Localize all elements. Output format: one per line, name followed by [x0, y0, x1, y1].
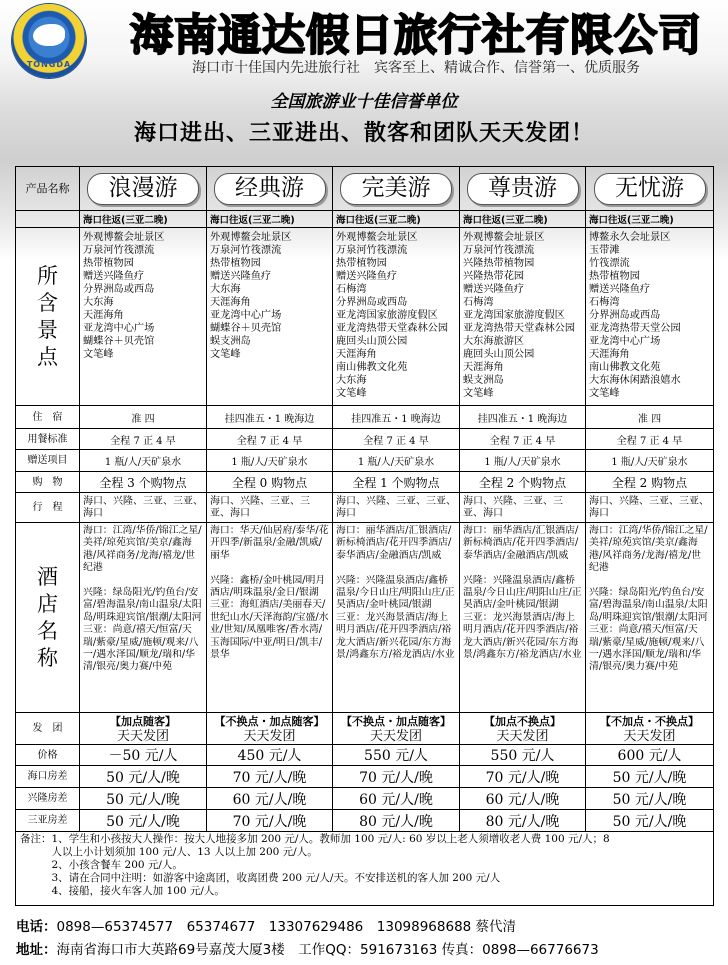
spot-item: 分界洲岛或西岛 — [83, 284, 155, 295]
spots-list-5 — [586, 228, 714, 406]
sanya-room-1: 50 元/人/晚 — [80, 810, 207, 832]
sanya-room-3: 80 元/人/晚 — [333, 810, 460, 832]
shopping-2: 全程 0 购物点 — [207, 472, 333, 493]
shopping-5: 全程 2 购物点 — [586, 472, 714, 493]
xinglong-room-3: 60 元/人/晚 — [333, 788, 460, 810]
footer-address — [16, 938, 599, 958]
spots-label: 所含景点 — [16, 228, 80, 406]
spot-item: 万泉河竹筏漂流 — [336, 245, 408, 256]
depart-label: 发 团 — [16, 713, 80, 745]
depart-3: 天天发团 — [369, 728, 422, 744]
note-line-5: 4、接船，接火车客人加 100 元/人。 — [20, 885, 225, 897]
package-header-3: 海口往返(三亚二晚) — [333, 211, 460, 228]
spot-item: 热带植物园 — [83, 258, 134, 269]
product-row — [16, 167, 714, 211]
meals-2: 全程 7 正 4 早 — [207, 429, 333, 450]
spot-item: 天涯海角 — [463, 362, 504, 373]
spot-item: 大东海 — [210, 284, 241, 295]
hotels-row — [16, 523, 714, 713]
shopping-row — [16, 472, 714, 493]
depart-4: 天天发团 — [496, 728, 549, 744]
notes-row — [16, 832, 714, 906]
depart-row — [16, 713, 714, 745]
spot-item: 热带植物园 — [210, 258, 261, 269]
package-header-5: 海口往返(三亚二晚) — [586, 211, 714, 228]
spot-item: 亚龙湾热带天堂公园 — [589, 323, 681, 334]
shopping-4: 全程 2 个购物点 — [460, 472, 586, 493]
spots-row — [16, 228, 714, 406]
spot-item: 万泉河竹筏漂流 — [210, 245, 282, 256]
price-1: －50 元/人 — [80, 745, 207, 766]
gift-1: 1 瓶/人/天矿泉水 — [80, 450, 207, 472]
spot-item: 石梅湾 — [336, 284, 367, 295]
spot-item: 鹿回头山顶公园 — [336, 336, 408, 347]
spot-item: 亚龙湾国家旅游度假区 — [336, 310, 438, 321]
spot-item: 玉带滩 — [589, 245, 620, 256]
xinglong-room-label: 兴隆房差 — [16, 788, 80, 810]
xinglong-room-4: 60 元/人/晚 — [460, 788, 586, 810]
spot-item: 南山佛教文化苑 — [336, 362, 408, 373]
xinglong-room-5: 50 元/人/晚 — [586, 788, 714, 810]
price-row — [16, 745, 714, 766]
slogan: 海口市十佳国内先进旅行社 宾客至上、精诚合作、信誉第一、优质服务 — [192, 60, 640, 76]
spot-item: 石梅湾 — [463, 297, 494, 308]
haikou-room-1: 50 元/人/晚 — [80, 766, 207, 788]
spots-list-3 — [333, 228, 460, 406]
spot-item: 蜈支洲岛 — [210, 336, 251, 347]
sanya-room-5: 50 元/人/晚 — [586, 810, 714, 832]
spot-item: 大东海旅游区 — [463, 336, 525, 347]
meals-label: 用餐标准 — [16, 429, 80, 450]
depart-5: 天天发团 — [623, 728, 676, 744]
stay-1: 准 四 — [80, 406, 207, 429]
product-name-label: 产品名称 — [16, 167, 80, 211]
spot-item: 兴隆热带花园 — [463, 271, 525, 282]
stay-label: 住 宿 — [16, 406, 80, 429]
spot-item: 外观博鳌会址景区 — [83, 232, 165, 243]
meals-5: 全程 7 正 4 早 — [586, 429, 714, 450]
depart-2: 天天发团 — [243, 728, 296, 744]
spot-item: 鹿回头山顶公园 — [463, 349, 535, 360]
haikou-room-5: 50 元/人/晚 — [586, 766, 714, 788]
hotels-label: 酒店名称 — [16, 523, 80, 713]
itinerary-2: 海口、兴隆、三亚、三亚、海口 — [207, 493, 333, 523]
package-header-1: 海口往返(三亚二晚) — [80, 211, 207, 228]
footer-phone — [16, 915, 516, 935]
spot-item: 亚龙湾热带天堂森林公园 — [463, 323, 576, 334]
depart-1: 天天发团 — [116, 728, 169, 744]
spot-item: 赠送兴隆鱼疗 — [83, 271, 145, 282]
shopping-3: 全程 1 个购物点 — [333, 472, 460, 493]
spot-item: 文笔峰 — [589, 388, 620, 399]
spot-item: 亚龙湾国家旅游度假区 — [463, 310, 565, 321]
meals-3: 全程 7 正 4 早 — [333, 429, 460, 450]
spot-item: 蜈支洲岛 — [463, 375, 504, 386]
depart-type-1: 【加点随客】 — [110, 714, 176, 728]
spot-item: 文笔峰 — [463, 388, 494, 399]
spot-item: 文笔峰 — [336, 388, 367, 399]
price-label: 价格 — [16, 745, 80, 766]
itinerary-5: 海口、兴隆、三亚、三亚、海口 — [586, 493, 714, 523]
spot-item: 万泉河竹筏漂流 — [463, 245, 535, 256]
stay-2: 挂四准五・1 晚海边 — [207, 406, 333, 429]
spot-item: 亚龙湾中心广场 — [210, 310, 282, 321]
sanya-room-2: 70 元/人/晚 — [207, 810, 333, 832]
spots-list-1 — [80, 228, 207, 406]
hotels-5: 海口：江湾/华侨/锦江之星/美祥/琼苑宾馆/美京/鑫海港/风祥商务/龙海/禧龙/世纪港 兴隆：绿岛阳光/钓鱼台/安富/碧海温泉/南山温泉/太阳岛/明珠迎宾馆/银潮/太阳河 三亚：尚意/禧天/恒富/天瑞/紫豪/星威/施顿/观来/八一/遇水泽国/顺龙/瑞和/华清/银亮/奥力赛/中苑 — [586, 523, 714, 713]
gift-4: 1 瓶/人/天矿泉水 — [460, 450, 586, 472]
notes — [16, 832, 714, 906]
spot-item: 石梅湾 — [589, 297, 620, 308]
xinglong-room-row — [16, 788, 714, 810]
phone-label: 电话： — [16, 919, 57, 935]
address-label: 地址： — [16, 942, 57, 958]
spot-item: 亚龙湾中心广场 — [83, 323, 155, 334]
subtitle: 全国旅游业十佳信誉单位 — [270, 92, 458, 112]
spot-item: 分界洲岛或西岛 — [336, 297, 408, 308]
depart-type-5: 【不加点・不换点】 — [600, 714, 699, 728]
package-header-2: 海口往返(三亚二晚) — [207, 211, 333, 228]
company-name: 海南通达假日旅行社有限公司 — [130, 11, 702, 61]
stay-4: 挂四准五・1 晚海边 — [460, 406, 586, 429]
hotels-3: 海口：丽华酒店/汇银酒店/新标椅酒店/花开四季酒店/泰华酒店/金融酒店/凯威 兴隆：兴隆温泉酒店/鑫桥温泉/今日山庄/明阳山庄/正昊酒店/金叶桃园/银湖 三亚：龙兴海景酒店/海上明月酒店/花开四季酒店/裕龙大酒店/新兴花园/东方海景/鸿鑫东方/裕龙酒店/水业 — [333, 523, 460, 713]
package-name-5: 无忧游 — [594, 173, 706, 205]
haikou-room-label: 海口房差 — [16, 766, 80, 788]
address-text: 海南省海口市大英路69号嘉茂大厦3楼 工作QQ：591673163 传真：0898—66776673 — [56, 942, 599, 958]
xinglong-room-1: 50 元/人/晚 — [80, 788, 207, 810]
package-header-4: 海口往返(三亚二晚) — [460, 211, 586, 228]
spot-item: 外观博鳌会址景区 — [210, 232, 292, 243]
depart-type-3: 【不换点・加点随客】 — [341, 714, 451, 728]
hotels-1: 海口：江湾/华侨/锦江之星/美祥/琼苑宾馆/美京/鑫海港/风祥商务/龙海/禧龙/世纪港 兴隆：绿岛阳光/钓鱼台/安富/碧海温泉/南山温泉/太阳岛/明珠迎宾馆/银潮/太阳河 三亚：尚意/禧天/恒富/天瑞/紫豪/星威/施顿/观来/八一/遇水泽国/顺龙/瑞和/华清/银亮/奥力赛/中苑 — [80, 523, 207, 713]
itinerary-label: 行 程 — [16, 493, 80, 523]
logo-text: TONGDA — [26, 60, 72, 69]
itinerary-row — [16, 493, 714, 523]
price-4: 550 元/人 — [460, 745, 586, 766]
gift-label: 赠送项目 — [16, 450, 80, 472]
sanya-room-label: 三亚房差 — [16, 810, 80, 832]
spot-item: 赠送兴隆鱼疗 — [336, 271, 398, 282]
gift-row — [16, 450, 714, 472]
spot-item: 博鳌永久会址景区 — [589, 232, 671, 243]
haikou-room-2: 70 元/人/晚 — [207, 766, 333, 788]
spot-item: 天涯海角 — [336, 349, 377, 360]
note-line-2: 人以上小计划须加 100 元/人、13 人以上加 200 元/人。 — [20, 846, 318, 858]
sanya-room-4: 80 元/人/晚 — [460, 810, 586, 832]
depart-type-2: 【不换点・加点随客】 — [214, 714, 325, 728]
itinerary-header-row — [16, 211, 714, 228]
note-line-3: 2、小孩含餐车 200 元/人。 — [20, 859, 183, 871]
haikou-room-row — [16, 766, 714, 788]
spot-item: 赠送兴隆鱼疗 — [589, 284, 651, 295]
stay-5: 准 四 — [586, 406, 714, 429]
package-name-2: 经典游 — [214, 173, 326, 205]
horse-icon — [33, 24, 65, 46]
headline: 海口进出、三亚进出、散客和团队天天发团！ — [133, 121, 594, 146]
spot-item: 热带植物园 — [589, 271, 640, 282]
sanya-room-row — [16, 810, 714, 832]
package-name-1: 浪漫游 — [87, 173, 199, 205]
hotels-2: 海口：华天/仙居府/泰华/花开四季/新温泉/金融/凯威/丽华 兴隆：鑫桥/金叶桃园/明月酒店/明珠温泉/金日/银湖 三亚：海虹酒店/美丽春天/世纪山水/天泽海韵/宝盛/水业/世知/凤凰唯客/香水湾/玉海国际/中亚/明日/凯丰/景华 — [207, 523, 333, 713]
stay-row — [16, 406, 714, 429]
spots-list-2 — [207, 228, 333, 406]
spots-list-4 — [460, 228, 586, 406]
spot-item: 南山佛教文化苑 — [589, 362, 661, 373]
itinerary-3: 海口、兴隆、三亚、三亚、海口 — [333, 493, 460, 523]
company-logo — [12, 4, 86, 78]
price-5: 600 元/人 — [586, 745, 714, 766]
spot-item: 万泉河竹筏漂流 — [83, 245, 155, 256]
spot-item: 分界洲岛或西岛 — [589, 310, 661, 321]
itinerary-4: 海口、兴隆、三亚、三亚、海口 — [460, 493, 586, 523]
spot-item: 天涯海角 — [589, 349, 630, 360]
note-line-1: 备注：1、学生和小孩按大人操作：按大人地接多加 200 元/人。教师加 100 元/人: 60 岁以上老人须增收老人费 100 元/人；8 — [20, 833, 610, 845]
spot-item: 亚龙湾热带天堂森林公园 — [336, 323, 449, 334]
note-line-4: 3、请在合同中注明：如游客中途离团，收离团费 200 元/人/天。不安排送机的客人加 200 元/人 — [20, 872, 501, 884]
meals-4: 全程 7 正 4 早 — [460, 429, 586, 450]
depart-type-4: 【加点不换点】 — [484, 714, 561, 728]
spot-item: 文笔峰 — [83, 349, 114, 360]
haikou-room-4: 70 元/人/晚 — [460, 766, 586, 788]
spot-item: 外观博鳌会址景区 — [336, 232, 418, 243]
phone-numbers: 0898—65374577 65374677 13307629486 13098968688 蔡代清 — [56, 919, 517, 935]
spot-item: 竹筏漂流 — [589, 258, 630, 269]
spot-item: 亚龙湾中心广场 — [589, 336, 661, 347]
meals-row — [16, 429, 714, 450]
spot-item: 赠送兴隆鱼疗 — [210, 271, 272, 282]
shopping-label: 购 物 — [16, 472, 80, 493]
shopping-1: 全程 3 个购物点 — [80, 472, 207, 493]
price-3: 550 元/人 — [333, 745, 460, 766]
haikou-room-3: 70 元/人/晚 — [333, 766, 460, 788]
spot-item: 外观博鳌会址景区 — [463, 232, 545, 243]
tour-table — [15, 166, 714, 906]
package-name-4: 尊贵游 — [467, 173, 579, 205]
meals-1: 全程 7 正 4 早 — [80, 429, 207, 450]
spot-item: 蝴蝶谷＋贝壳馆 — [210, 323, 282, 334]
spot-item: 文笔峰 — [210, 349, 241, 360]
itinerary-1: 海口、兴隆、三亚、三亚、海口 — [80, 493, 207, 523]
spot-item: 大东海 — [83, 297, 114, 308]
spot-item: 热带植物园 — [336, 258, 387, 269]
xinglong-room-2: 60 元/人/晚 — [207, 788, 333, 810]
spot-item: 兴隆热带植物园 — [463, 258, 535, 269]
spot-item: 蝴蝶谷＋贝壳馆 — [83, 336, 155, 347]
stay-3: 挂四准五・1 晚海边 — [333, 406, 460, 429]
spot-item: 大东海 — [336, 375, 367, 386]
package-name-3: 完美游 — [340, 173, 452, 205]
spot-item: 天涯海角 — [210, 297, 251, 308]
spot-item: 天涯海角 — [83, 310, 124, 321]
spot-item: 赠送兴隆鱼疗 — [463, 284, 525, 295]
spot-item: 大东海休闲踏浪嬉水 — [589, 375, 681, 386]
gift-5: 1 瓶/人/天矿泉水 — [586, 450, 714, 472]
price-2: 450 元/人 — [207, 745, 333, 766]
gift-2: 1 瓶/人/天矿泉水 — [207, 450, 333, 472]
hotels-4: 海口：丽华酒店/汇银酒店/新标椅酒店/花开四季酒店/泰华酒店/金融酒店/凯威 兴隆：兴隆温泉酒店/鑫桥温泉/今日山庄/明阳山庄/正昊酒店/金叶桃园/银湖 三亚：龙兴海景酒店/海上明月酒店/花开四季酒店/裕龙大酒店/新兴花园/东方海景/鸿鑫东方/裕龙酒店/水业 — [460, 523, 586, 713]
gift-3: 1 瓶/人/天矿泉水 — [333, 450, 460, 472]
